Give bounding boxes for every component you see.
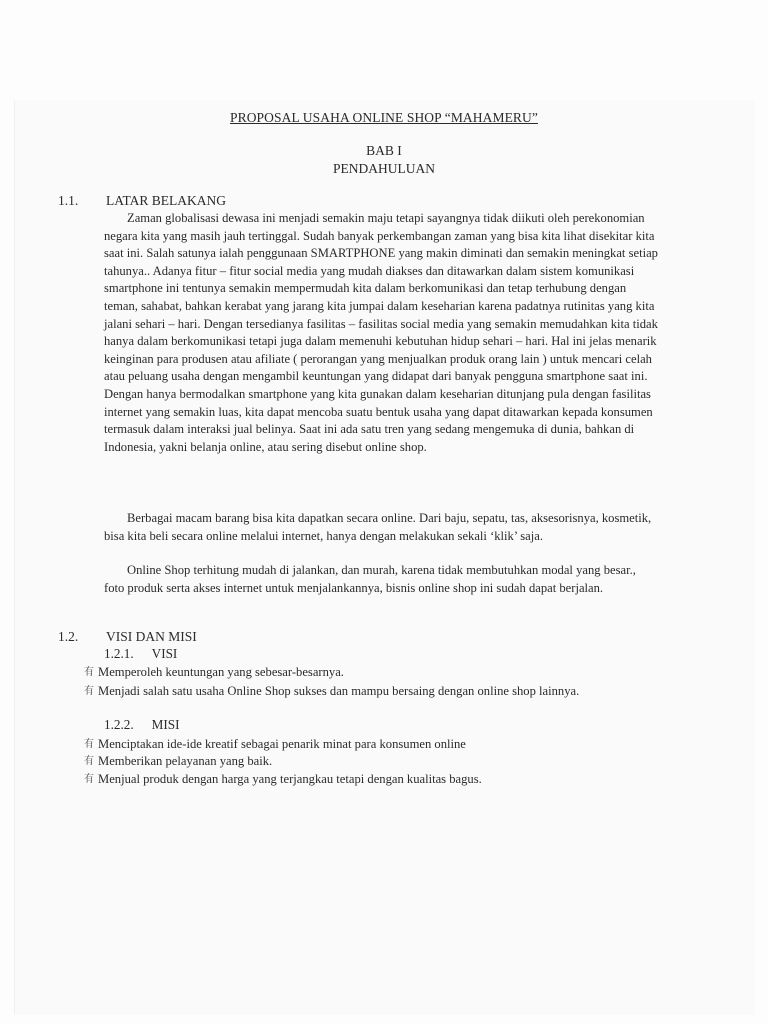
- list-item-text: Memberikan pelayanan yang baik.: [98, 754, 273, 768]
- subsection-misi: [104, 717, 180, 733]
- chapter-label: BAB I: [366, 143, 402, 158]
- subsection-visi: [104, 646, 177, 662]
- bullet-icon: 有: [84, 756, 94, 767]
- section-number: 1.1.: [58, 193, 79, 208]
- subsection-number: 1.2.2.: [104, 717, 134, 732]
- section-number: 1.2.: [58, 629, 79, 644]
- list-item-text: Memperoleh keuntungan yang sebesar-besarnya.: [98, 665, 344, 679]
- section-heading: LATAR BELAKANG: [106, 193, 227, 208]
- paragraph-latar-belakang-1: Zaman globalisasi dewasa ini menjadi semakin maju tetapi sayangnya tidak diikuti oleh perekonomian negara kita yang masih jauh tertinggal. Sudah banyak perkembangan zaman yang bisa kita lihat disekitar kita saat ini. Salah satunya ialah penggunaan SMARTPHONE yang makin diminati dan semakin meningkat setiap tahunya.. Adanya fitur – fitur social media yang mudah diakses dan ditawarkan dalam sistem komunikasi smartphone ini tentunya semakin mempermudah kita dalam berkomunikasi dan tetap terhubung dengan teman, sahabat, bahkan kerabat yang jarang kita jumpai dalam keseharian karena padatnya rutinitas yang kita jalani sehari – hari. Dengan tersedianya fasilitas – fasilitas social media yang semakin memudahkan kita tidak hanya dalam berkomunikasi tetapi juga dalam memenuhi kebutuhan hidup sehari – hari. Hal ini jelas menarik keinginan para produsen atau afiliate ( perorangan yang menjualkan produk orang lain ) untuk mencari celah atau peluang usaha dengan mengambil keuntungan yang didapat dari banyak pengguna smartphone saat ini. Dengan hanya bermodalkan smartphone yang kita gunakan dalam keseharian ditunjang pula dengan fasilitas internet yang semakin luas, kita dapat mencoba suatu bentuk usaha yang dapat ditawarkan kepada konsumen termasuk dalam interaksi jual belinya. Saat ini ada satu tren yang sedang mengemuka di dunia, bahkan di Indonesia, yakni belanja online, atau sering disebut online shop.: [104, 211, 658, 454]
- bullet-icon: 有: [84, 686, 94, 697]
- bullet-icon: 有: [84, 667, 94, 678]
- paragraph-latar-belakang-2: Berbagai macam barang bisa kita dapatkan secara online. Dari baju, sepatu, tas, aksesorisnya, kosmetik, bisa kita beli secara online melalui internet, hanya dengan melakukan sekali ‘klik’ saja.: [104, 511, 652, 543]
- section-heading: VISI DAN MISI: [106, 629, 197, 644]
- chapter-title: PENDAHULUAN: [333, 161, 435, 176]
- subsection-heading: VISI: [151, 646, 178, 661]
- subsection-number: 1.2.1.: [104, 646, 134, 661]
- bullet-icon: 有: [84, 739, 94, 750]
- list-item-text: Menjual produk dengan harga yang terjangkau tetapi dengan kualitas bagus.: [98, 772, 482, 786]
- list-item-text: Menjadi salah satu usaha Online Shop sukses dan mampu bersaing dengan online shop lainnya.: [98, 684, 580, 698]
- paragraph-latar-belakang-3: Online Shop terhitung mudah di jalankan, dan murah, karena tidak membutuhkan modal yang besar., foto produk serta akses internet untuk menjalankannya, bisnis online shop ini sudah dapat berjalan.: [104, 563, 636, 595]
- list-item-text: Menciptakan ide-ide kreatif sebagai penarik minat para konsumen online: [98, 737, 466, 751]
- bullet-icon: 有: [84, 774, 94, 785]
- document-title: PROPOSAL USAHA ONLINE SHOP “MAHAMERU”: [230, 110, 538, 125]
- subsection-heading: MISI: [151, 717, 180, 732]
